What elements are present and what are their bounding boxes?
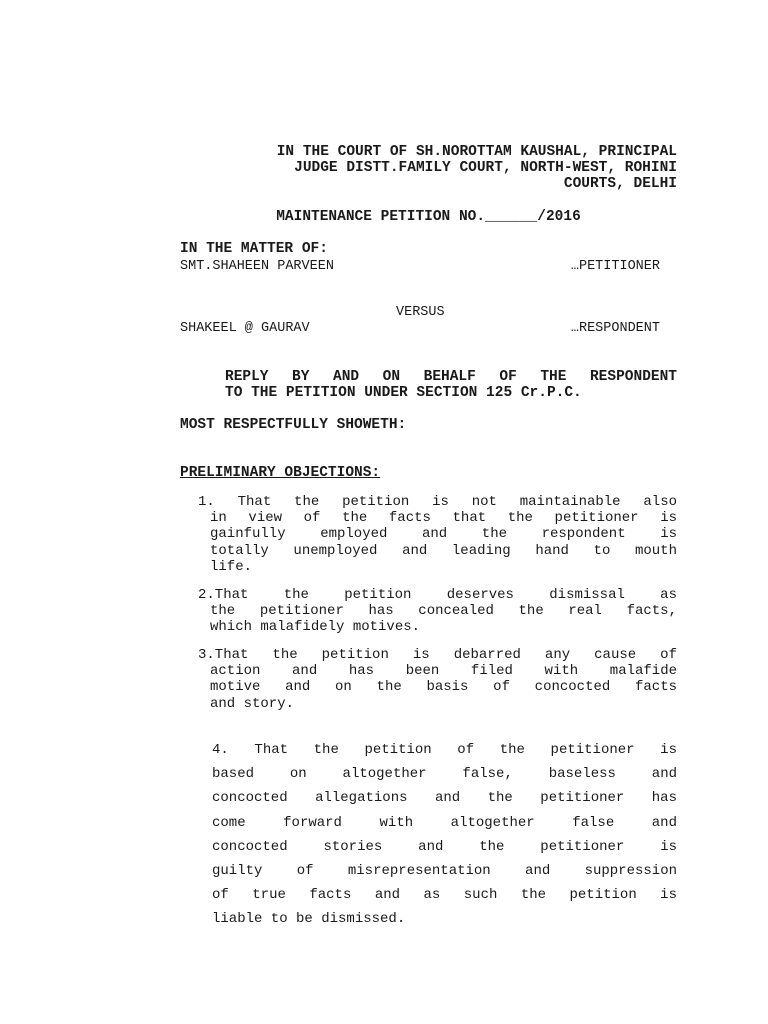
preliminary-objections-heading: PRELIMINARY OBJECTIONS: bbox=[180, 465, 381, 481]
objection-line: the petitioner has concealed the real facts, bbox=[210, 603, 677, 620]
respondent-name: SHAKEEL @ GAURAV bbox=[180, 321, 310, 336]
court-title-line-1: IN THE COURT OF SH.NOROTTAM KAUSHAL, PRINCIPAL bbox=[276, 144, 677, 160]
objection-line: based on altogether false, baseless and bbox=[212, 766, 677, 783]
objection-line: 4. That the petition of the petitioner is bbox=[212, 742, 677, 758]
reply-heading-line-2: TO THE PETITION UNDER SECTION 125 Cr.P.C. bbox=[225, 385, 582, 401]
respondent-role: …RESPONDENT bbox=[570, 321, 660, 336]
matter-heading: IN THE MATTER OF: bbox=[180, 241, 328, 257]
petitioner-role: …PETITIONER bbox=[570, 259, 660, 274]
court-title-line-2: JUDGE DISTT.FAMILY COURT, NORTH-WEST, ROHINI bbox=[294, 160, 677, 176]
objection-line: 3.That the petition is debarred any cause of bbox=[198, 647, 677, 663]
objection-line: 2.That the petition deserves dismissal as bbox=[198, 587, 677, 603]
objection-line: and story. bbox=[210, 695, 295, 712]
objection-line: concocted stories and the petitioner is bbox=[212, 838, 677, 855]
objection-3 bbox=[198, 647, 677, 712]
showeth-heading: MOST RESPECTFULLY SHOWETH: bbox=[180, 417, 407, 433]
objection-line: gainfully employed and the respondent is bbox=[210, 526, 677, 543]
court-title bbox=[180, 144, 677, 192]
objection-line: liable to be dismissed. bbox=[212, 911, 406, 928]
objection-line: concocted allegations and the petitioner has bbox=[212, 790, 677, 807]
objection-line: of true facts and as such the petition is bbox=[212, 887, 677, 904]
reply-heading-line-1: REPLY BY AND ON BEHALF OF THE RESPONDENT bbox=[225, 369, 677, 385]
objection-2 bbox=[198, 587, 677, 636]
objection-line: 1. That the petition is not maintainable also bbox=[198, 494, 677, 510]
reply-heading bbox=[225, 369, 677, 401]
objection-line: come forward with altogether false and bbox=[212, 814, 677, 831]
versus-label: VERSUS bbox=[396, 305, 445, 320]
objection-line: life. bbox=[210, 558, 253, 575]
objection-4 bbox=[212, 738, 677, 932]
court-title-line-3: COURTS, DELHI bbox=[563, 176, 677, 192]
petition-number: MAINTENANCE PETITION NO.______/2016 bbox=[276, 209, 581, 225]
objection-line: which malafidely motives. bbox=[210, 619, 421, 636]
objection-1 bbox=[198, 494, 677, 575]
objection-line: guilty of misrepresentation and suppression bbox=[212, 863, 677, 880]
objection-line: in view of the facts that the petitioner is bbox=[210, 510, 677, 527]
objection-line: action and has been filed with malafide bbox=[210, 663, 677, 680]
petitioner-name: SMT.SHAHEEN PARVEEN bbox=[180, 259, 334, 274]
objection-line: totally unemployed and leading hand to mouth bbox=[210, 542, 677, 559]
objection-line: motive and on the basis of concocted facts bbox=[210, 679, 677, 696]
